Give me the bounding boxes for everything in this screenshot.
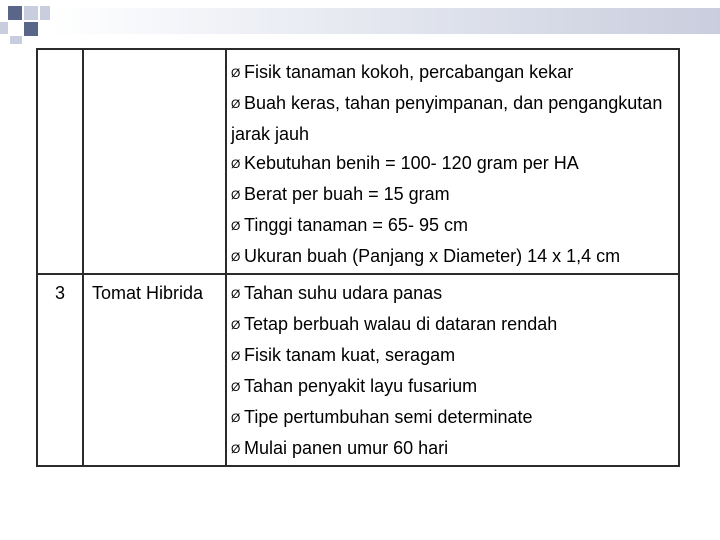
row-description-cell	[226, 49, 679, 274]
table-row	[37, 274, 679, 466]
bullet-item: Ø Fisik tanam kuat, seragam	[231, 341, 678, 372]
arrow-bullet-icon: Ø	[231, 157, 241, 171]
arrow-bullet-icon: Ø	[231, 442, 241, 456]
bullet-item: Ø Tetap berbuah walau di dataran rendah	[231, 310, 678, 341]
variety-table	[36, 48, 680, 467]
ornament-square-dark	[24, 22, 38, 36]
arrow-bullet-icon: Ø	[231, 219, 241, 233]
ornament-square-light	[0, 22, 8, 34]
arrow-bullet-icon: Ø	[231, 188, 241, 202]
ornament-square-light	[10, 36, 22, 44]
arrow-bullet-icon: Ø	[231, 349, 241, 363]
arrow-bullet-icon: Ø	[231, 66, 241, 80]
row-number-cell	[37, 49, 83, 274]
bullet-item: Ø Ukuran buah (Panjang x Diameter) 14 x 1,4 cm	[231, 242, 678, 273]
bullet-item: Ø Tinggi tanaman = 65- 95 cm	[231, 211, 678, 242]
bullet-item: Ø Buah keras, tahan penyimpanan, dan pengangkutan jarak jauh	[231, 89, 678, 149]
row-name-cell: Tomat Hibrida	[83, 274, 226, 466]
bullet-item: Ø Berat per buah = 15 gram	[231, 180, 678, 211]
bullet-item: Ø Tahan penyakit layu fusarium	[231, 372, 678, 403]
ornament-square-light	[24, 6, 38, 20]
arrow-bullet-icon: Ø	[231, 411, 241, 425]
bullet-item: Ø Kebutuhan benih = 100- 120 gram per HA	[231, 149, 678, 180]
arrow-bullet-icon: Ø	[231, 250, 241, 264]
row-description-cell	[226, 274, 679, 466]
arrow-bullet-icon: Ø	[231, 380, 241, 394]
arrow-bullet-icon: Ø	[231, 97, 241, 111]
ornament-square-dark	[8, 6, 22, 20]
ornament-square-light	[40, 6, 50, 20]
ornament-band	[50, 8, 720, 34]
bullet-item: Ø Fisik tanaman kokoh, percabangan kekar	[231, 58, 678, 89]
row-name-cell	[83, 49, 226, 274]
bullet-item: Ø Tahan suhu udara panas	[231, 279, 678, 310]
bullet-item: Ø Mulai panen umur 60 hari	[231, 434, 678, 465]
row-number-cell: 3	[37, 274, 83, 466]
table-row	[37, 49, 679, 274]
bullet-item: Ø Tipe pertumbuhan semi determinate	[231, 403, 678, 434]
arrow-bullet-icon: Ø	[231, 287, 241, 301]
arrow-bullet-icon: Ø	[231, 318, 241, 332]
